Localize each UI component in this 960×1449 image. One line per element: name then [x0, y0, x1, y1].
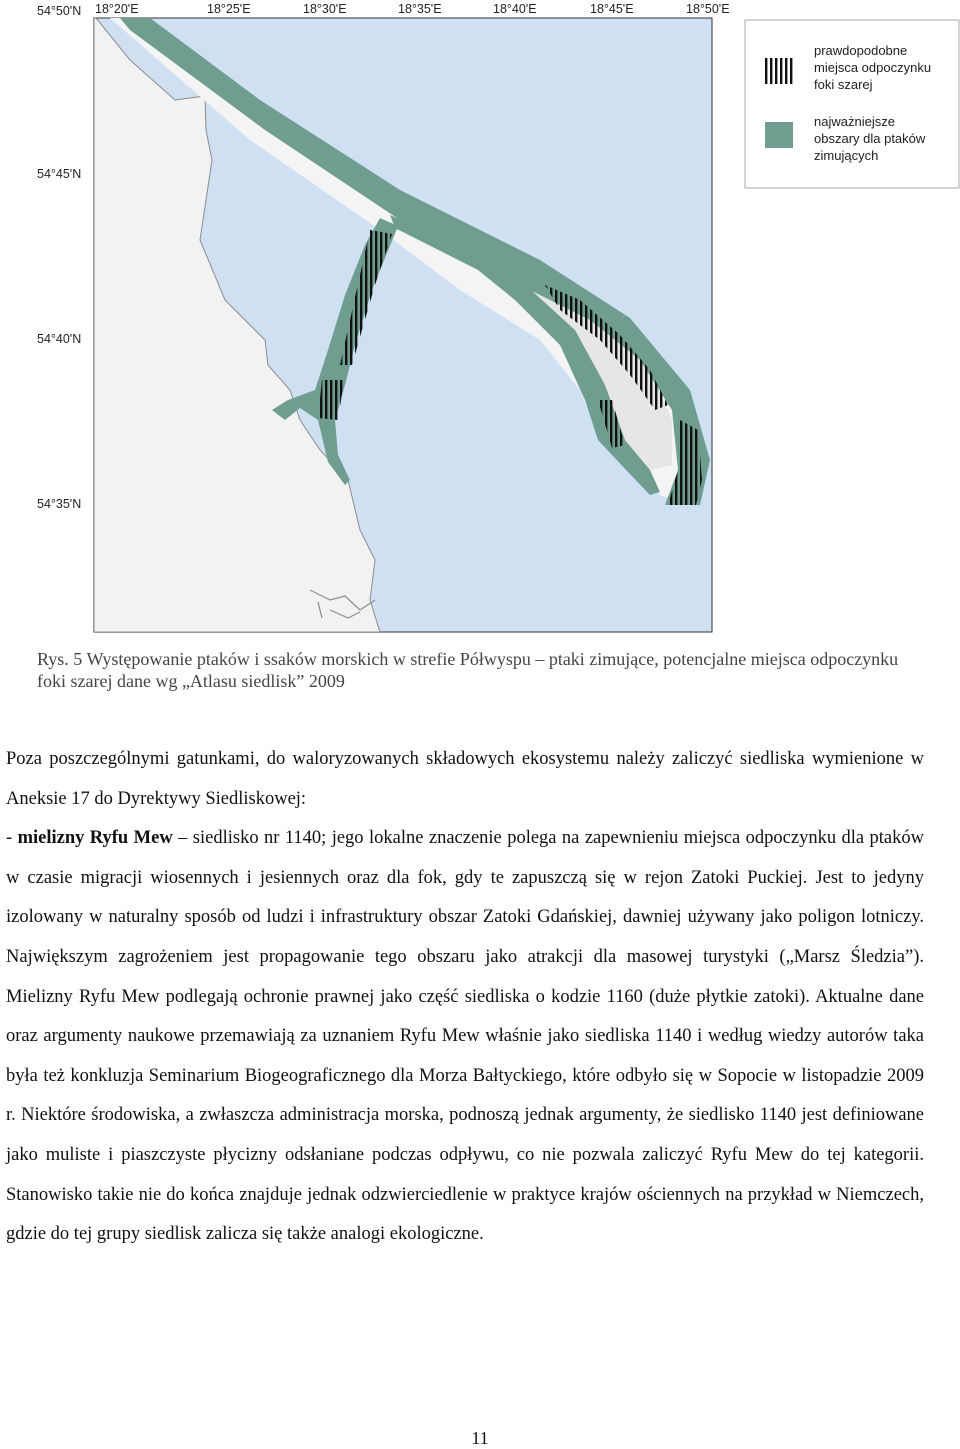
lon-label: 18°45'E	[590, 2, 634, 16]
map-figure	[0, 0, 960, 640]
lon-label: 18°25'E	[207, 2, 251, 16]
lon-label: 18°35'E	[398, 2, 442, 16]
caption-label: Rys.	[37, 649, 69, 669]
lon-label: 18°40'E	[493, 2, 537, 16]
seal-legend-swatch	[765, 58, 793, 84]
map-legend	[745, 20, 959, 188]
latitude-labels	[37, 167, 81, 511]
seal-legend-line3: foki szarej	[814, 77, 873, 92]
list-dash: -	[6, 828, 18, 849]
bird-legend-line3: zimujących	[814, 148, 879, 163]
bird-legend-swatch	[765, 122, 793, 148]
paragraph-ryf-mew	[6, 819, 924, 1255]
bird-legend-line1: najważniejsze	[814, 114, 895, 129]
lat-label-top: 54°50'N	[37, 4, 82, 18]
body-text	[6, 740, 924, 1255]
caption-text: 5 Występowanie ptaków i ssaków morskich w strefie Półwyspu – ptaki zimujące, potencjalne miejsca odpoczynku foki szarej dane wg „Atlasu siedlisk” 2009	[37, 649, 899, 691]
longitude-labels	[37, 2, 730, 18]
seal-legend-line2: miejsca odpoczynku	[814, 60, 932, 75]
paragraph-intro: Poza poszczególnymi gatunkami, do waloryzowanych składowych ekosystemu należy zaliczyć siedliska wymienione w Aneksie 17 do Dyrektywy Siedliskowej:	[6, 749, 924, 809]
term-mielizny-ryfu-mew: mielizny Ryfu Mew	[17, 828, 173, 849]
paragraph-ryf-mew-text: – siedlisko nr 1140; jego lokalne znaczenie polega na zapewnieniu miejsca odpoczynku dla ptaków w czasie migracji wiosennych i jesiennych oraz dla fok, gdy te zapuszczą się w rejon Zatoki Puckiej. Jest to jedyny izolowany w naturalny sposób od ludzi i infrastruktury obszar Zatoki Gdańskiej, dawniej używany jako poligon lotniczy. Największym zagrożeniem jest propagowanie tego obszaru jako atrakcji dla masowej turystyki („Marsz Śledzia”). Mielizny Ryfu Mew podlegają ochronie prawnej jako część siedliska o kodzie 1160 (duże płytkie zatoki). Aktualne dane oraz argumenty naukowe przemawiają za uznaniem Ryfu Mew właśnie jako siedliska 1140 i według wiedzy autorów taka była też konkluzja Seminarium Biogeograficznego dla Morza Bałtyckiego, które odbyło się w Sopocie w listopadzie 2009 r. Niektóre środowiska, a zwłaszcza administracja morska, podnoszą jednak argumenty, że siedlisko 1140 jest definiowane jako muliste i piaszczyste płycizny odsłaniane podczas odpływu, co nie pozwala zaliczyć Ryfu Mew do tej kategorii. Stanowisko takie nie do końca znajduje jednak odzwierciedlenie w praktyce krajów ościennych na przykład w Niemczech, gdzie do tej grupy siedlisk zalicza się także analogi ekologiczne.	[6, 828, 924, 1245]
page-number: 11	[471, 1428, 489, 1448]
lat-label: 54°45'N	[37, 167, 82, 181]
seal-legend-line1: prawdopodobne	[814, 43, 908, 58]
lat-label: 54°35'N	[37, 497, 82, 511]
lat-label: 54°40'N	[37, 332, 82, 346]
figure-caption	[37, 648, 927, 692]
lon-label: 18°20'E	[95, 2, 139, 16]
lon-label: 18°50'E	[686, 2, 730, 16]
bird-legend-line2: obszary dla ptaków	[814, 131, 926, 146]
lon-label: 18°30'E	[303, 2, 347, 16]
